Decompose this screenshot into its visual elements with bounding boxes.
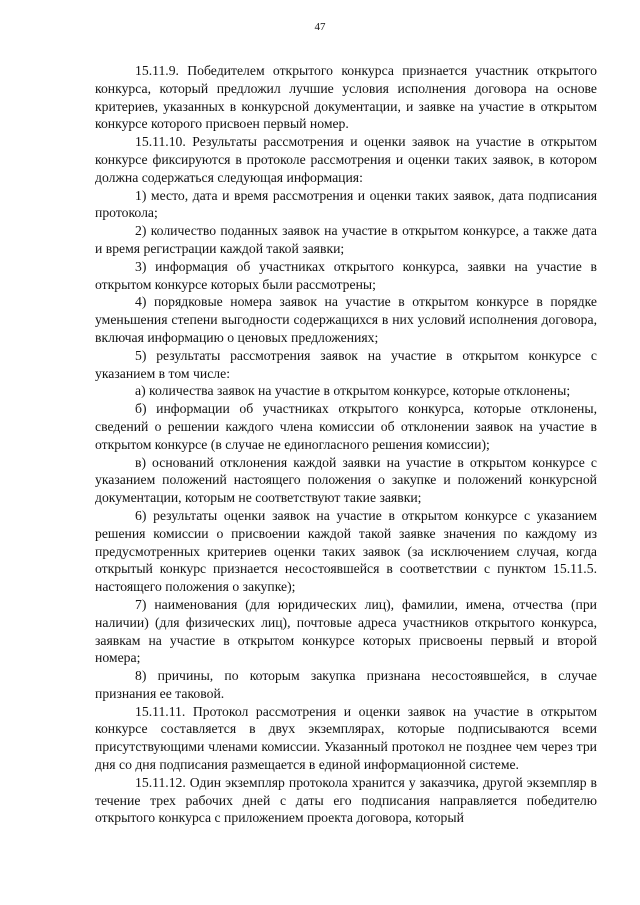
sub-item-b: б) информации об участниках открытого конкурса, которые отклонены, сведений о решении каждого члена комиссии об отклонении заявок на участие в открытом конкурсе (в случае не единогласного решения комиссии); — [95, 401, 597, 452]
sub-item-v: в) оснований отклонения каждой заявки на участие в открытом конкурсе с указанием положений настоящего положения о закупке и положений конкурсной документации, которым не соответствуют такие заявки; — [95, 454, 597, 506]
list-item-8: 8) причины, по которым закупка признана несостоявшейся, в случае признания ее таковой. — [95, 668, 597, 701]
list-item-4: 4) порядковые номера заявок на участие в открытом конкурсе в порядке уменьшения степени выгодности содержащихся в них условий исполнения договора, включая информацию о ценовых предложениях; — [95, 294, 597, 345]
paragraph-15-11-12: 15.11.12. Один экземпляр протокола хранится у заказчика, другой экземпляр в течение трех рабочих дней с даты его подписания направляется победителю открытого конкурса с приложением проекта договора, который — [95, 774, 597, 826]
paragraph-15-11-11: 15.11.11. Протокол рассмотрения и оценки заявок на участие в открытом конкурсе составляется в двух экземплярах, которые подписываются всеми присутствующими членами комиссии. Указанный протокол не позднее чем через три дня со дня подписания размещается в единой информационной системе. — [95, 703, 597, 773]
list-item-7: 7) наименования (для юридических лиц), фамилии, имена, отчества (при наличии) (для физических лиц), почтовые адреса участников открытого конкурса, заявкам на участие в открытом конкурсе которых присвоены первый и второй номера; — [95, 596, 597, 666]
list-item-2: 2) количество поданных заявок на участие в открытом конкурсе, а также дата и время регистрации каждой такой заявки; — [95, 223, 597, 256]
list-item-6: 6) результаты оценки заявок на участие в открытом конкурсе с указанием решения комиссии о присвоении каждой такой заявке значения по каждому из предусмотренных критериев оценки таких заявок (за исключением случая, когда открытый конкурс признается несостоявшейся в соответствии с пунктом 15.11.5. настоящего положения о закупке); — [95, 507, 597, 595]
document-body — [95, 62, 597, 827]
page-number: 47 — [314, 21, 326, 33]
list-item-5: 5) результаты рассмотрения заявок на участие в открытом конкурсе с указанием в том числе: — [95, 347, 597, 381]
list-item-3: 3) информация об участниках открытого конкурса, заявки на участие в открытом конкурсе которых были рассмотрены; — [95, 258, 597, 292]
paragraph-15-11-9: 15.11.9. Победителем открытого конкурса признается участник открытого конкурса, который предложил лучшие условия исполнения договора на основе критериев, указанных в конкурсной документации, и заявке на участие в открытом конкурсе которого присвоен первый номер. — [95, 63, 597, 132]
sub-item-a: а) количества заявок на участие в открытом конкурсе, которые отклонены; — [135, 383, 571, 399]
paragraph-15-11-10: 15.11.10. Результаты рассмотрения и оценки заявок на участие в открытом конкурсе фиксируются в протоколе рассмотрения и оценки таких заявок, в котором должна содержаться следующая информация: — [95, 134, 597, 185]
list-item-1: 1) место, дата и время рассмотрения и оценки таких заявок, дата подписания протокола; — [95, 187, 597, 221]
